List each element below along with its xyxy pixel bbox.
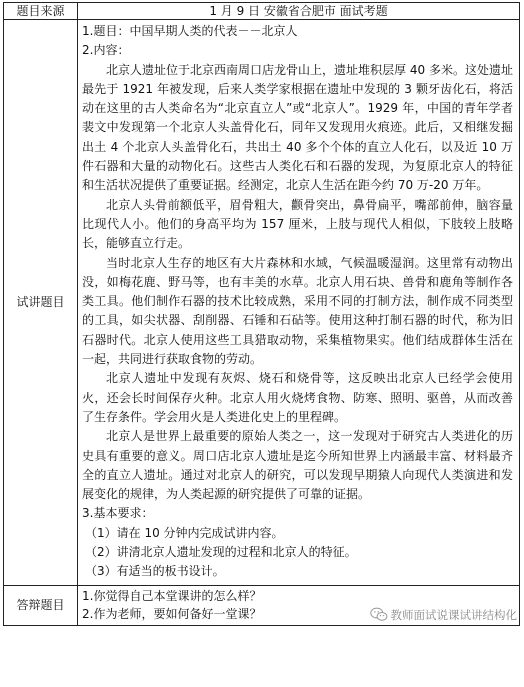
paragraph-fire: 北京人遗址中发现有灰烬、烧石和烧骨等，这反映出北京人已经学会使用火，还会长时间保存火种。北京人用火烧烤食物、防寒、照明、驱兽，从而改善了生存条件。学会用火是人类进化史上的里程碑。 bbox=[82, 371, 513, 424]
source-row bbox=[4, 3, 520, 20]
requirements-heading: 3.基本要求： bbox=[82, 506, 154, 521]
defense-row bbox=[4, 585, 520, 625]
wechat-icon bbox=[370, 607, 388, 622]
defense-content bbox=[78, 585, 520, 625]
defense-question: 1.你觉得自己本堂课讲的怎么样？ bbox=[82, 588, 262, 603]
content-heading: 2.内容： bbox=[82, 43, 130, 58]
requirement-item: （3）有适当的板书设计。 bbox=[85, 564, 225, 579]
watermark-text: 教师面试说课试讲结构化 bbox=[390, 607, 517, 622]
requirement-item: （2）讲清北京人遗址发现的过程和北京人的特征。 bbox=[85, 545, 357, 560]
lecture-content bbox=[78, 20, 520, 586]
defense-label: 答辩题目 bbox=[4, 585, 78, 625]
source-value: 1 月 9 日 安徽省合肥市 面试考题 bbox=[78, 3, 520, 20]
paragraph-environment: 当时北京人生存的地区有大片森林和水域，气候温暖湿润。这里常有动物出没，如梅花鹿、野马等，也有丰美的水草。北京人用石块、兽骨和鹿角等制作各类工具。他们制作石器的技术比较成熟，采用不同的打制方法，制作成不同类型的工具，如尖状器、刮削器、石锤和石砧等。使用这种打制石器的时代，称为旧石器时代。北京人使用这些工具猎取动物，采集植物果实。他们结成群体生活在一起，共同进行获取食物的劳动。 bbox=[82, 255, 513, 367]
lecture-label: 试讲题目 bbox=[4, 20, 78, 586]
defense-question: 2.作为老师，要如何备好一堂课？ bbox=[82, 606, 262, 621]
paragraph-significance: 北京人是世界上最重要的原始人类之一，这一发现对于研究古人类进化的历史具有重要的意义。周口店北京人遗址是迄今所知世界上内涵最丰富、材料最齐全的直立人遗址。通过对北京人的研究，可以发现早期猿人向现代人类演进和发展变化的规律，为人类起源的研究提供了可靠的证据。 bbox=[82, 429, 513, 502]
lecture-title: 1.题目：中国早期人类的代表－－北京人 bbox=[82, 24, 298, 38]
requirement-item: （1）请在 10 分钟内完成试讲内容。 bbox=[85, 525, 284, 540]
watermark bbox=[370, 606, 518, 624]
lecture-row bbox=[4, 20, 520, 586]
exam-sheet-table bbox=[3, 2, 520, 626]
source-label: 题目来源 bbox=[4, 3, 78, 20]
paragraph-discovery: 北京人遗址位于北京西南周口店龙骨山上，遗址堆积层厚 40 多米。这处遗址最先于 1921 年被发现，后来人类学家根据在遗址中发现的 3 颗牙齿化石，将活动在这里的古人类命名为“北京直立人”或“北京人”。1929 年，中国的青年学者裴文中发现第一个北京人头盖骨化石，同年又发现用火痕迹。此后，又相继发掘出土 4 个北京人头盖骨化石，共出土 40 多个个体的直立人化石，以及近 10 万件石器和大量的动物化石。这些古人类化石和石器的发现，为复原北京人的特征和生活状况提供了重要证据。经测定，北京人生活在距今约 70 万-20 万年。 bbox=[82, 62, 513, 193]
paragraph-features: 北京人头骨前额低平，眉骨粗大，颧骨突出，鼻骨扁平，嘴部前伸，脑容量比现代人小。他们的身高平均为 157 厘米，上肢与现代人相似，下肢较上肢略长，能够直立行走。 bbox=[82, 197, 513, 251]
